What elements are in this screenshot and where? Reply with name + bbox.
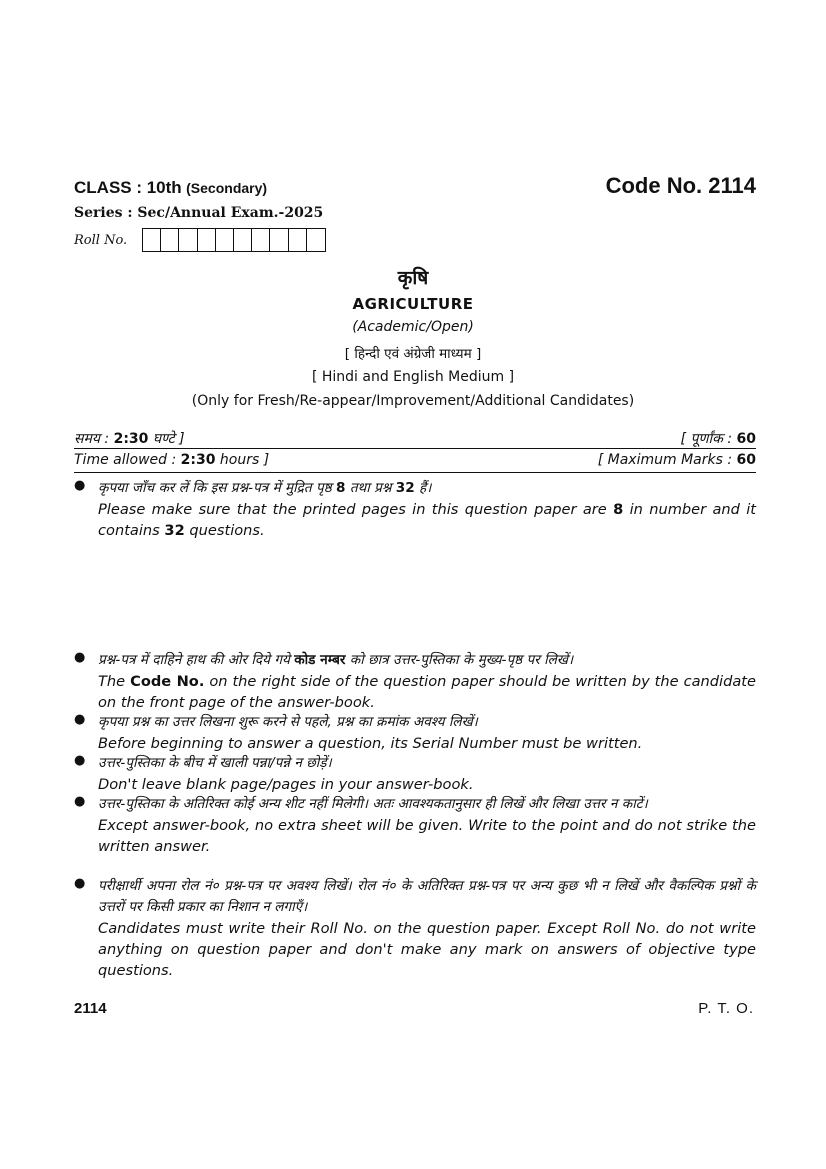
divider xyxy=(74,448,756,449)
footer-code: 2114 xyxy=(74,1000,107,1017)
roll-box[interactable] xyxy=(198,229,216,251)
roll-box[interactable] xyxy=(216,229,234,251)
instruction-blank-pages: ● उत्तर-पुस्तिका के बीच में खाली पन्ना/पन्ने न छोड़ें। Don't leave blank page/pages in your answer-book. xyxy=(74,753,474,793)
roll-box[interactable] xyxy=(143,229,161,251)
time-row-hindi xyxy=(74,429,756,448)
subject-title-english: AGRICULTURE xyxy=(352,295,474,313)
max-marks-english: [ Maximum Marks : 60 xyxy=(597,452,756,468)
instruction-roll-number: ● परीक्षार्थी अपना रोल नं० प्रश्न-पत्र पर अवश्य लिखें। रोल नं० के अतिरिक्त प्रश्न-पत्र पर अन्य कुछ भी न लिखें और वैकल्पिक प्रश्नों के उत्तरों पर किसी प्रकार का निशान न लगाएँ। Candidates must write their Roll No. on the question paper. Except Roll No. do not write anything on question paper and don't make any mark on answers of objective type questions. xyxy=(74,876,756,979)
roll-number-label: Roll No. xyxy=(74,233,128,248)
bullet-icon: ● xyxy=(74,753,86,768)
candidate-types: (Only for Fresh/Re-appear/Improvement/Additional Candidates) xyxy=(191,393,635,409)
class-label: CLASS : 10th (Secondary) xyxy=(74,178,268,197)
roll-box[interactable] xyxy=(179,229,197,251)
bullet-icon: ● xyxy=(74,650,86,665)
subject-mode: (Academic/Open) xyxy=(352,319,474,335)
divider xyxy=(74,472,756,473)
max-marks-hindi: [ पूर्णांक : 60 xyxy=(680,431,756,447)
time-allowed-hindi: समय : 2:30 घण्टे ] xyxy=(74,431,185,447)
medium-english: [ Hindi and English Medium ] xyxy=(311,369,515,385)
bullet-icon: ● xyxy=(74,478,86,493)
instruction-pages-check: ● कृपया जाँच कर लें कि इस प्रश्न-पत्र में मुद्रित पृष्ठ 8 तथा प्रश्न 32 हैं। Please make sure that the printed pages in this question paper are 8 in number and it contains 32 questions. xyxy=(74,478,757,539)
bullet-icon: ● xyxy=(74,712,86,727)
series-label: Series : Sec/Annual Exam.-2025 xyxy=(74,205,324,221)
roll-box[interactable] xyxy=(252,229,270,251)
footer-pto: P. T. O. xyxy=(698,1000,754,1017)
time-row-english xyxy=(74,452,756,468)
time-allowed-english: Time allowed : 2:30 hours ] xyxy=(74,452,270,468)
instruction-code-number: ● प्रश्न-पत्र में दाहिने हाथ की ओर दिये गये कोड नम्बर को छात्र उत्तर-पुस्तिका के मुख्य-पृष्ठ पर लिखें। The Code No. on the right side of the question paper should be written by the candidate on the front page of the answer-book. xyxy=(74,650,757,711)
medium-hindi: [ हिन्दी एवं अंग्रेजी माध्यम ] xyxy=(344,346,482,362)
subject-title-hindi: कृषि xyxy=(397,267,429,289)
instruction-extra-sheet: ● उत्तर-पुस्तिका के अतिरिक्त कोई अन्य शीट नहीं मिलेगी। अतः आवश्यकतानुसार ही लिखें और लिखा उत्तर न काटें। Except answer-book, no extra sheet will be given. Write to the point and do not strike the written answer. xyxy=(74,794,756,855)
bullet-icon: ● xyxy=(74,794,86,809)
roll-box[interactable] xyxy=(289,229,307,251)
roll-number-boxes[interactable] xyxy=(142,228,326,252)
roll-box[interactable] xyxy=(307,229,325,251)
code-number: Code No. 2114 xyxy=(605,173,756,198)
bullet-icon: ● xyxy=(74,876,86,891)
roll-box[interactable] xyxy=(161,229,179,251)
instruction-serial-number: ● कृपया प्रश्न का उत्तर लिखना शुरू करने से पहले, प्रश्न का क्रमांक अवश्य लिखें। Before beginning to answer a question, its Serial Number must be written. xyxy=(74,712,643,752)
roll-box[interactable] xyxy=(270,229,288,251)
roll-box[interactable] xyxy=(234,229,252,251)
